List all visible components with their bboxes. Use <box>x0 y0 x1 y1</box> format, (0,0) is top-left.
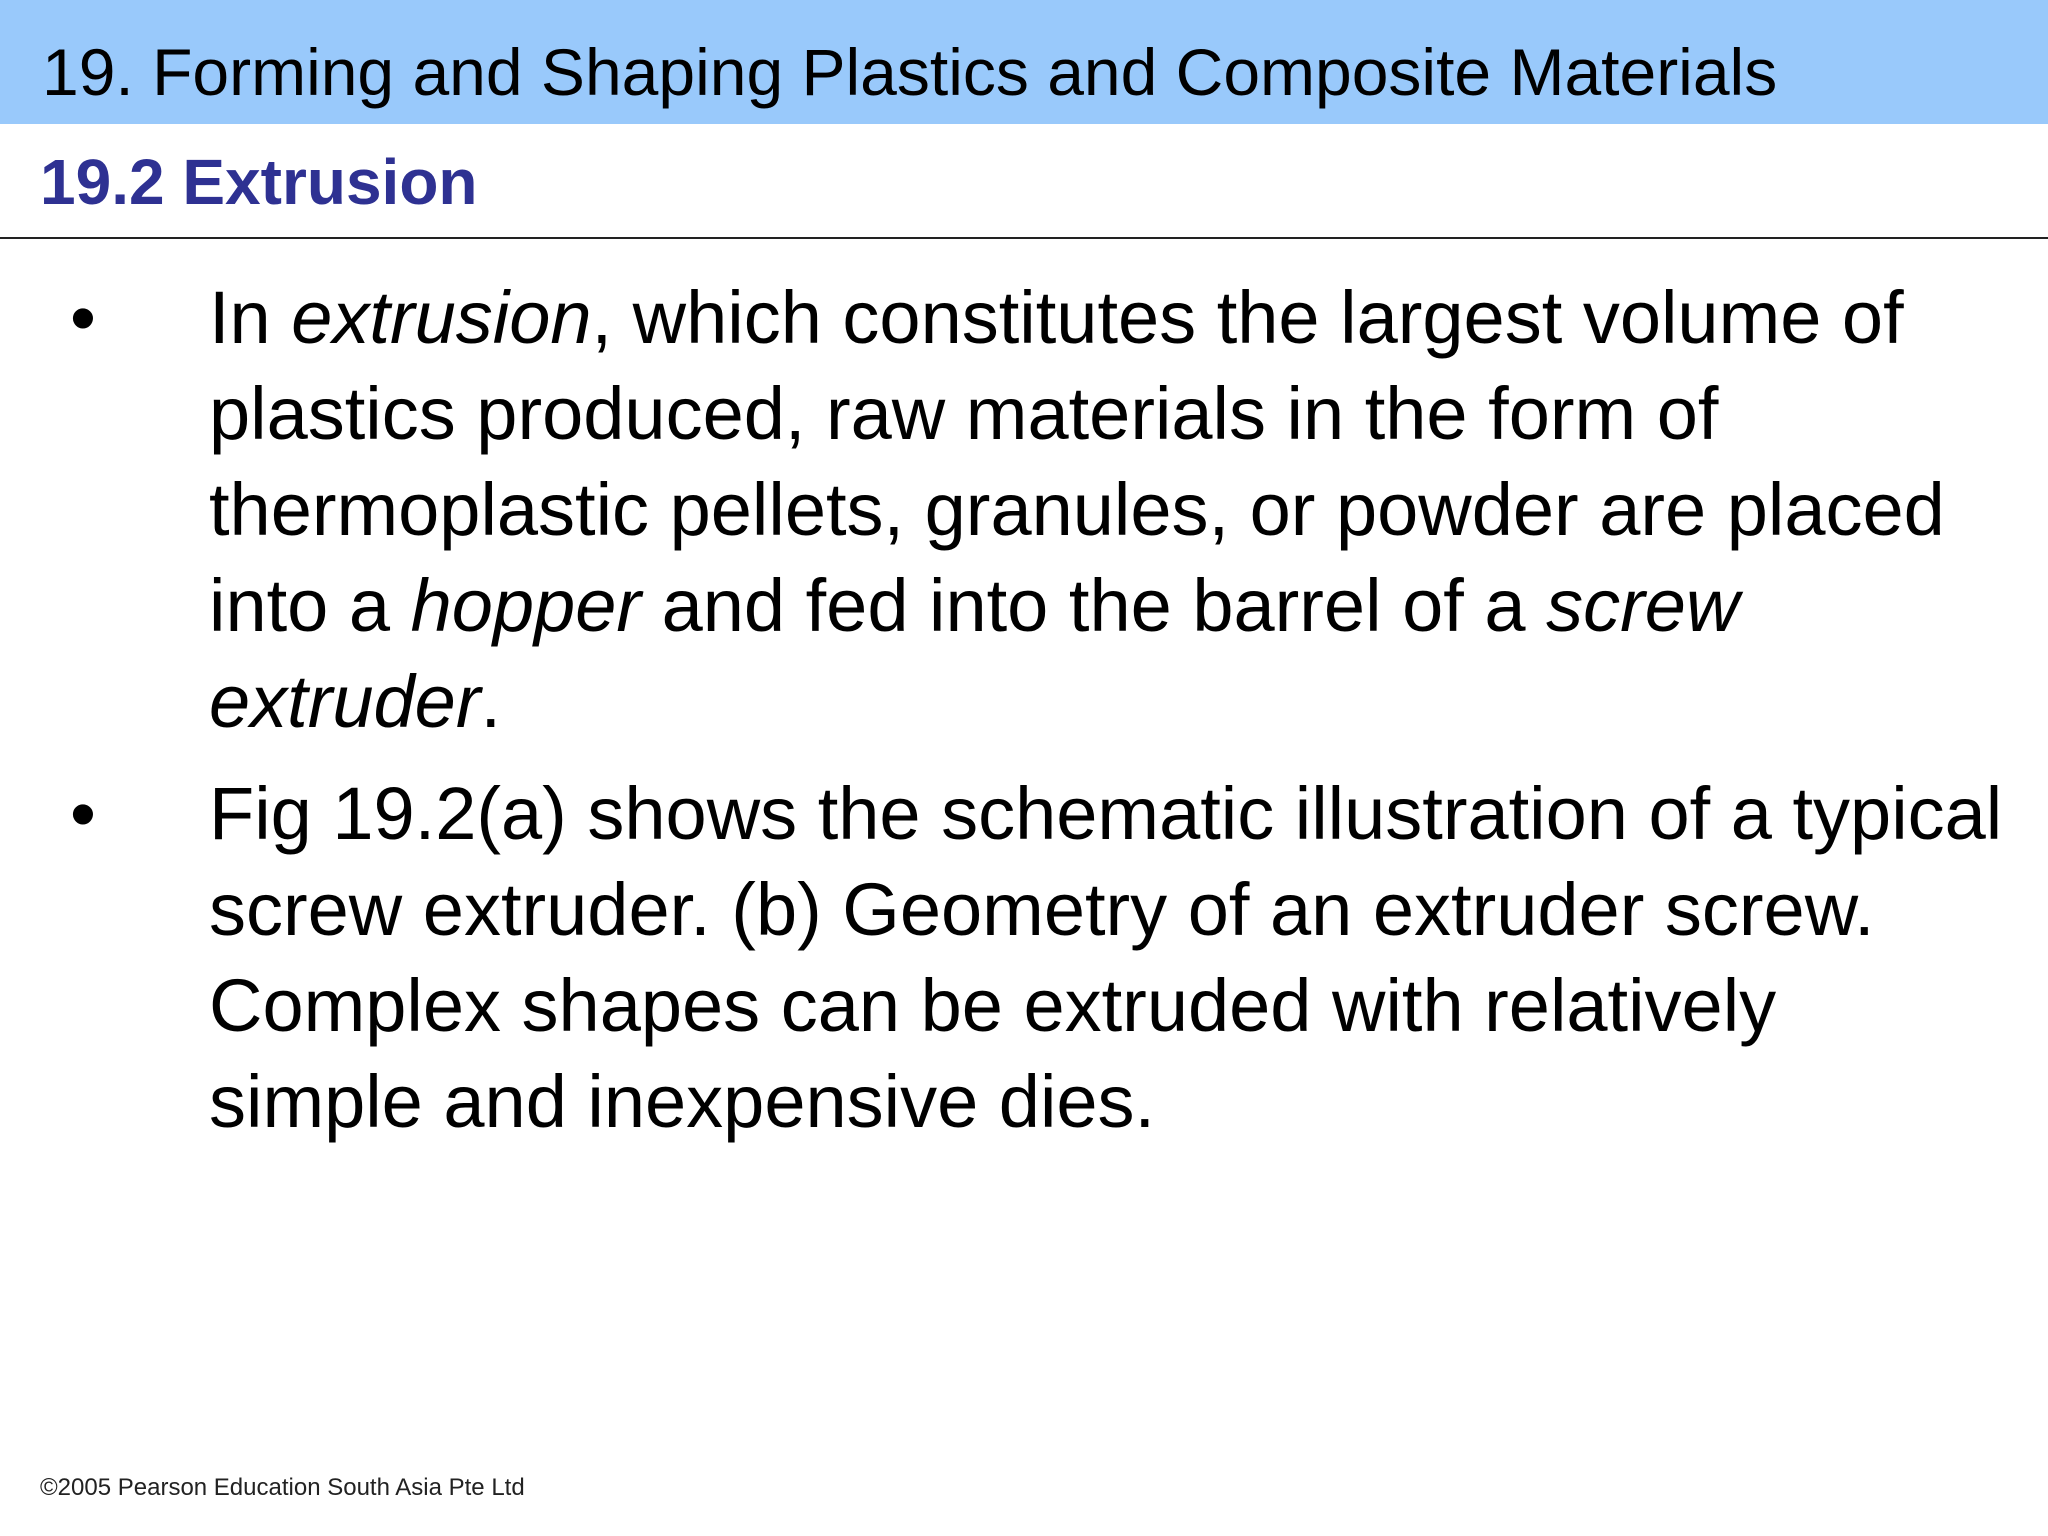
chapter-title: 19. Forming and Shaping Plastics and Composite Materials <box>42 35 1778 109</box>
divider <box>0 237 2048 239</box>
bullet-text-segment: . <box>480 660 502 743</box>
section-title: 19.2 Extrusion <box>40 146 478 218</box>
bullet-text-segment: Fig 19.2(a) shows the schematic illustration of a typical screw extruder. (b) Geometry of an extruder screw. Complex shapes can be extruded with relatively simple and inexpensive dies. <box>209 772 2003 1143</box>
bullet-text-segment: In <box>209 276 292 359</box>
bullet-text <box>209 270 2009 750</box>
header-bar <box>0 0 2048 124</box>
bullet-marker: • <box>70 276 96 359</box>
bullet-text-segment: and fed into the barrel of a <box>641 564 1547 647</box>
bullet-text-emphasis: hopper <box>410 564 642 647</box>
copyright-footer: ©2005 Pearson Education South Asia Pte Ltd <box>40 1474 525 1501</box>
bullet-text-segment: , which constitutes the largest volume of plastics produced, raw materials in the form of thermoplastic pellets, granules, or powder are placed into a <box>209 276 1945 647</box>
bullet-marker: • <box>70 772 96 855</box>
bullet-text-emphasis: extrusion <box>291 276 592 359</box>
bullet-text-emphasis: screw extruder <box>209 564 1740 743</box>
bullet-text <box>209 766 2009 1150</box>
